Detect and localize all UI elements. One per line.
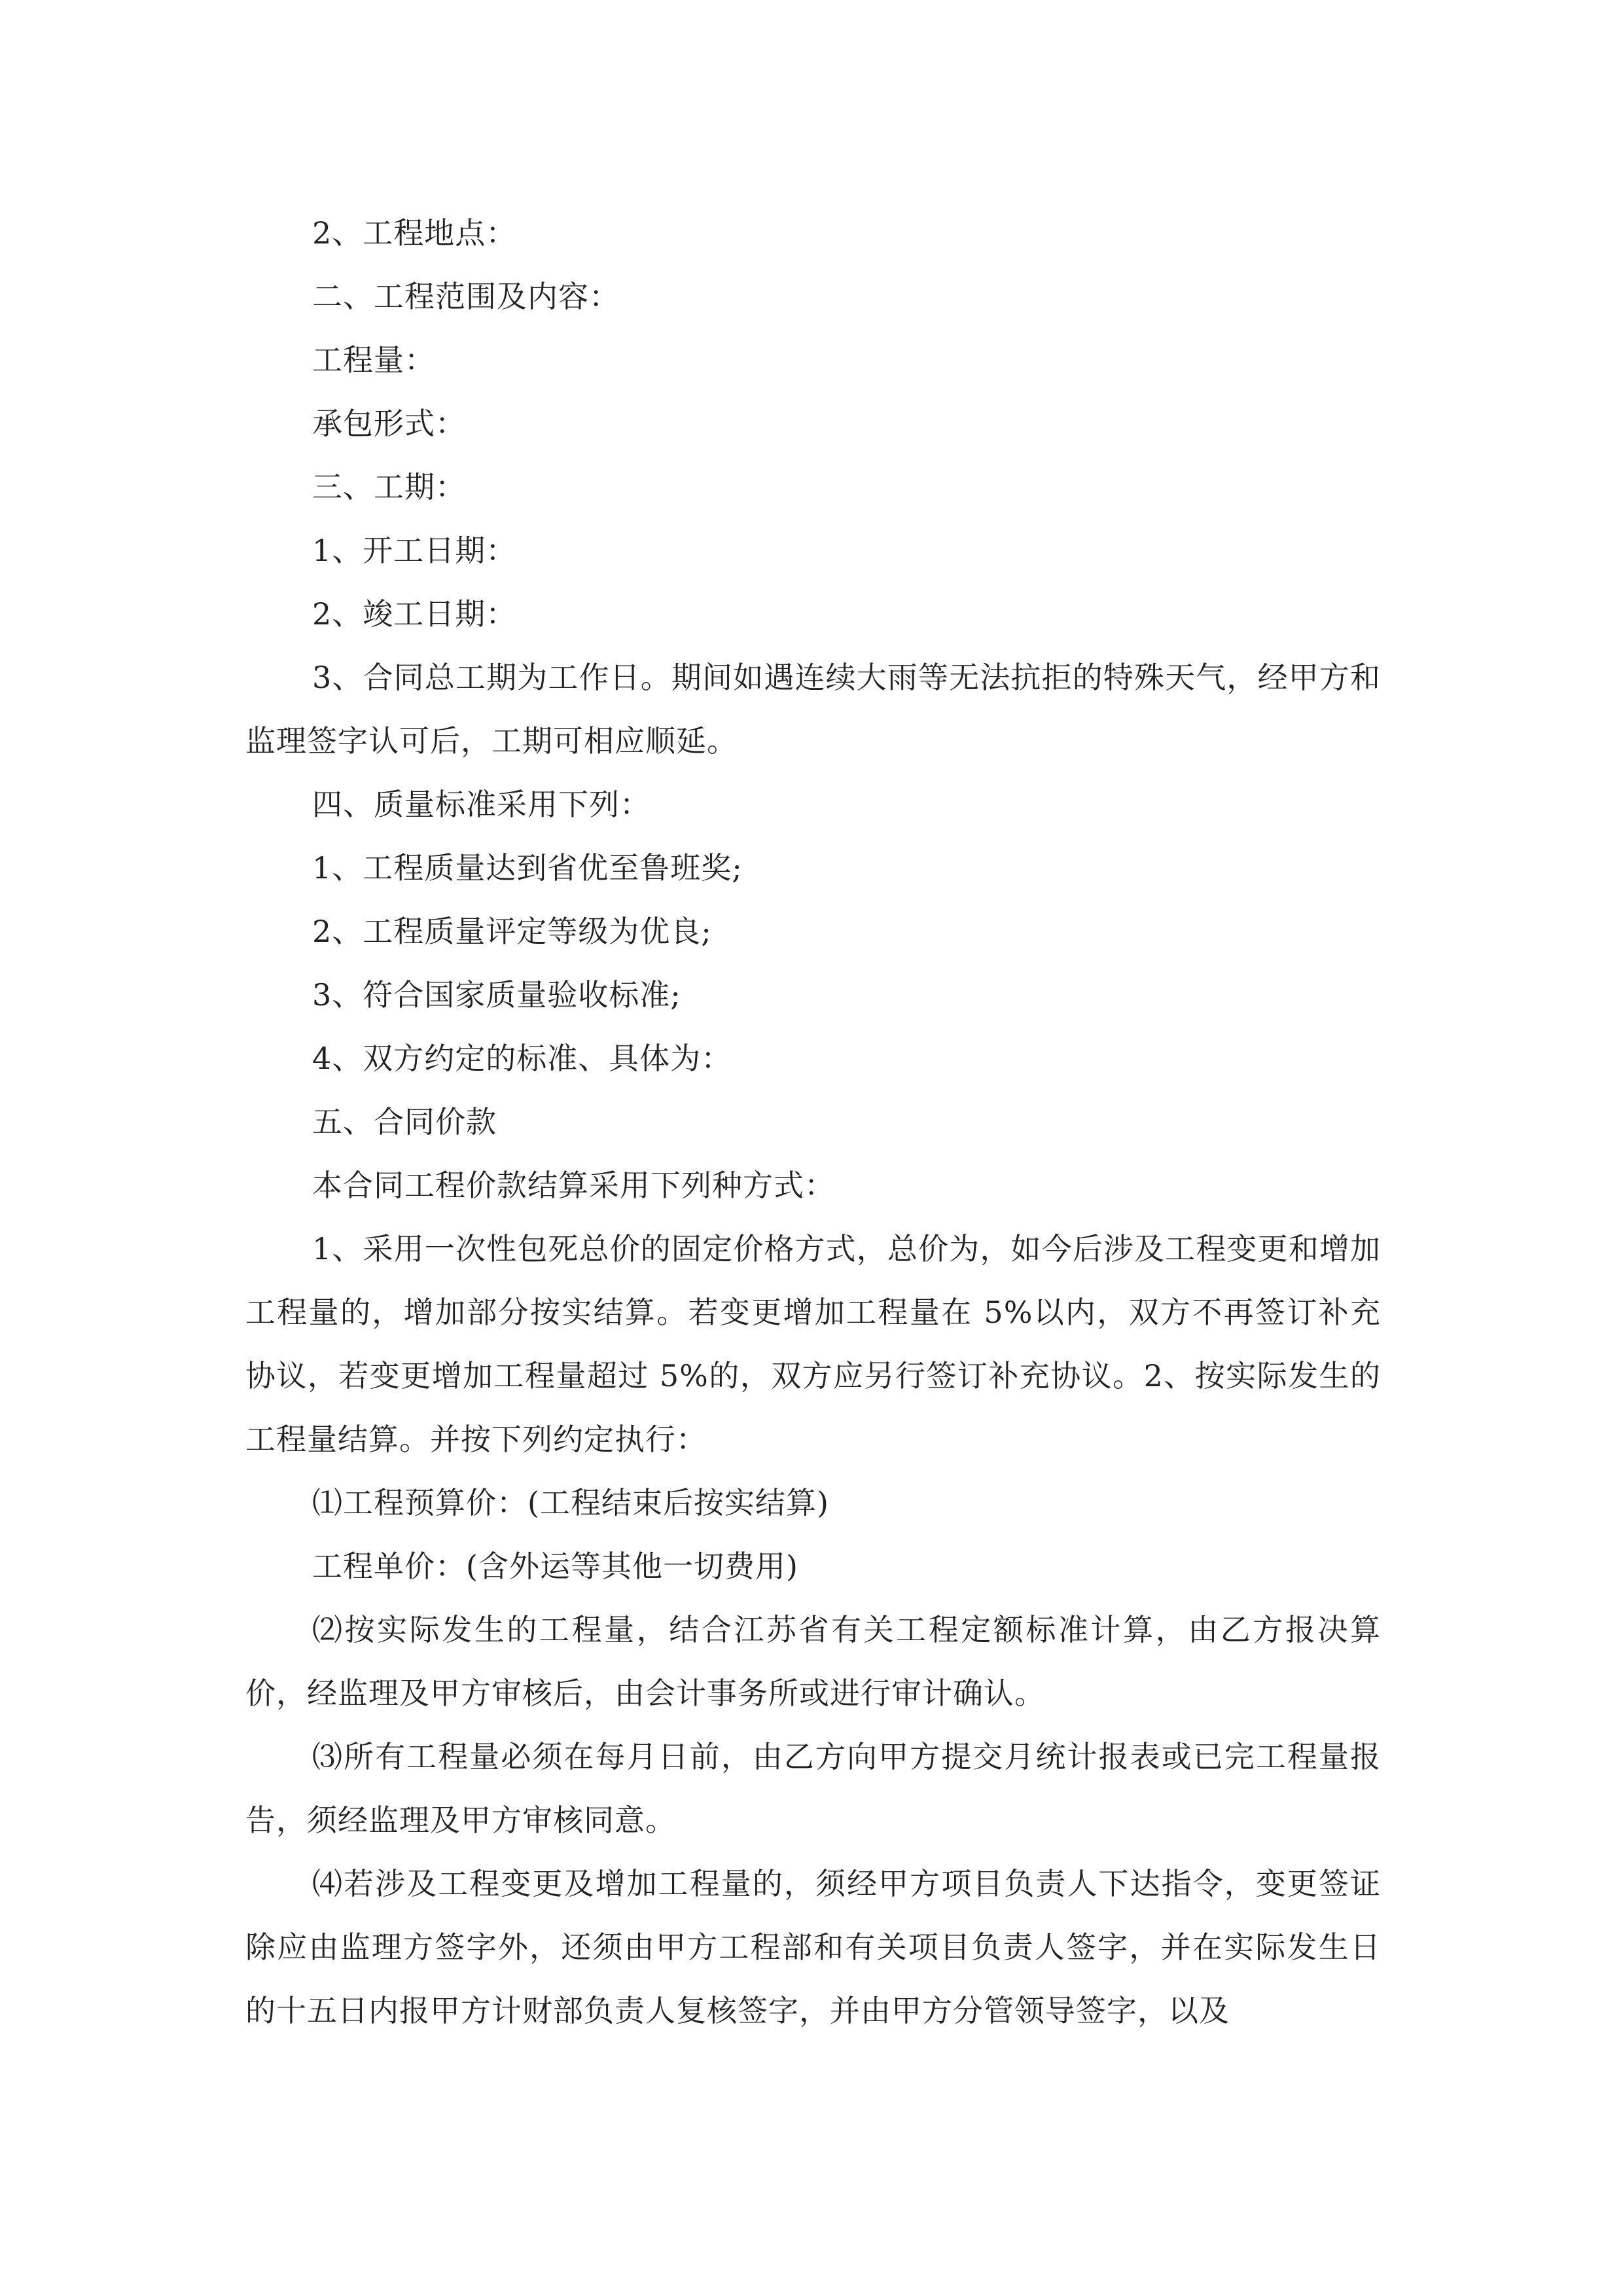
document-body [245,202,1381,2043]
paragraph: 3、合同总工期为工作日。期间如遇连续大雨等无法抗拒的特殊天气，经甲方和监理签字认可后，工期可相应顺延。 [245,660,1381,759]
section-heading: 五、合同价款 [312,1104,497,1139]
paragraph: 1、工程质量达到省优至鲁班奖; [312,850,743,886]
paragraph: 2、竣工日期： [312,596,517,632]
paragraph: 1、采用一次性包死总价的固定价格方式，总价为，如今后涉及工程变更和增加工程量的，增加部分按实结算。若变更增加工程量在 5%以内，双方不再签订补充协议，若变更增加工程量超过 5%的，双方应另行签订补充协议。2、按实际发生的工程量结算。并按下列约定执行： [245,1231,1381,1457]
paragraph: ⑷若涉及工程变更及增加工程量的，须经甲方项目负责人下达指令，变更签证除应由监理方签字外，还须由甲方工程部和有关项目负责人签字，并在实际发生日的十五日内报甲方计财部负责人复核签字，并由甲方分管领导签字，以及 [245,1866,1381,2028]
paragraph: 4、双方约定的标准、具体为： [312,1041,732,1076]
paragraph: 工程单价：(含外运等其他一切费用) [312,1549,798,1584]
section-heading: 四、质量标准采用下列： [312,787,651,822]
paragraph: 2、工程地点： [312,215,517,251]
paragraph: 2、工程质量评定等级为优良; [312,914,712,949]
paragraph: 本合同工程价款结算采用下列种方式： [312,1168,835,1203]
paragraph: 1、开工日期： [312,533,517,568]
section-heading: 二、工程范围及内容： [312,279,620,314]
paragraph: ⑵按实际发生的工程量，结合江苏省有关工程定额标准计算，由乙方报决算价，经监理及甲方审核后，由会计事务所或进行审计确认。 [245,1612,1381,1711]
paragraph: 承包形式： [312,406,466,441]
section-heading: 三、工期： [312,469,466,505]
paragraph: 3、符合国家质量验收标准; [312,977,681,1013]
paragraph: 工程量： [312,342,435,378]
paragraph: ⑴工程预算价：(工程结束后按实结算) [312,1485,829,1520]
paragraph: ⑶所有工程量必须在每月日前，由乙方向甲方提交月统计报表或已完工程量报告，须经监理及甲方审核同意。 [245,1739,1381,1838]
